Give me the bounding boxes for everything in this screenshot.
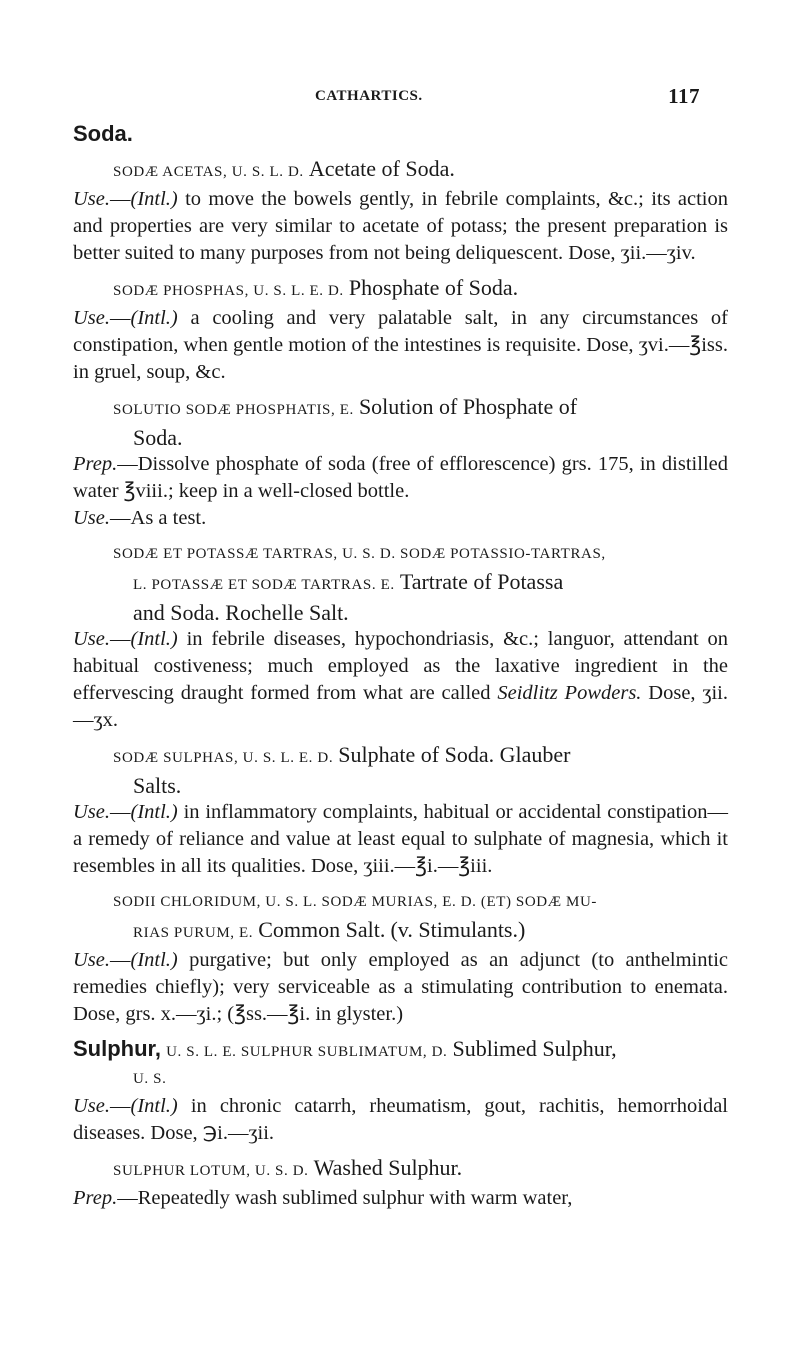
cross-reference: (v. Stimulants.) xyxy=(390,917,526,942)
entry-sodae-acetas xyxy=(73,155,728,267)
use-text: —As a test. xyxy=(110,507,207,529)
english-name: Washed Sulphur. xyxy=(313,1155,463,1180)
entry-sulphur-lotum xyxy=(73,1154,728,1212)
use-paragraph: Use.—(Intl.) purgative; but only employed as an adjunct (to anthelmintic remedies chiefly); very serviceable as a stimulating contribution to enemata. Dose, grs. x.—ʒi.; (℥ss.—℥i. in glyster.) xyxy=(73,949,728,1025)
entry-heading xyxy=(73,274,728,305)
entry-heading-continued xyxy=(73,916,728,947)
use-paragraph: Use.—(Intl.) a cooling and very palatable salt, in any circumstances of constipation, when gentle motion of the intestines is requisite. Dose, ʒvi.—℥iss. in gruel, soup, &c. xyxy=(73,307,728,383)
use-dose: Dose, ʒii.—ʒx. xyxy=(73,682,729,731)
english-name: Common Salt. xyxy=(258,917,386,942)
use-label: Use. xyxy=(73,507,111,529)
headword: Sulphur, xyxy=(73,1036,161,1061)
prep-text: —Repeatedly wash sublimed sulphur with warm water, xyxy=(117,1187,573,1209)
english-name: Acetate of Soda. xyxy=(308,156,455,181)
entry-heading-continued xyxy=(73,568,728,599)
english-name-continued: and Soda. Rochelle Salt. xyxy=(133,600,349,625)
use-label: Use. xyxy=(73,949,111,971)
page-text xyxy=(73,120,728,1212)
use-note: (Intl.) xyxy=(130,307,178,329)
entry-heading xyxy=(73,1035,728,1066)
entry-heading xyxy=(73,155,728,186)
entry-heading xyxy=(73,1154,728,1185)
entry-heading xyxy=(73,887,728,916)
use-paragraph: Use.—(Intl.) in inflammatory complaints, habitual or accidental constipation—a remedy of reliance and value at least equal to sulphate of magnesia, which it resembles in all its qualities. Dose, ʒiii.—℥i.—℥iii. xyxy=(73,801,728,877)
use-text: in febrile diseases, hypochondriasis, &c.; languor, attendant on habitual costiveness; much employed as the laxative ingredient in the effervescing draught formed from what are called xyxy=(73,628,728,704)
use-paragraph: Use.—(Intl.) in chronic catarrh, rheumatism, gout, rachitis, hemorrhoidal diseases. Dose, ℈i.—ʒii. xyxy=(73,1095,728,1144)
use-text: in inflammatory complaints, habitual or accidental constipation—a remedy of reliance and value at least equal to sulphate of magnesia, which it resembles in all its qualities. Dose, ʒiii.—℥i.—℥iii. xyxy=(73,801,728,877)
entry-heading xyxy=(73,393,728,424)
entry-sodii-chloridum xyxy=(73,887,728,1028)
entry-sulphur xyxy=(73,1035,728,1147)
use-paragraph xyxy=(73,505,728,532)
use-note: (Intl.) xyxy=(130,188,178,210)
prep-text: —Dissolve phosphate of soda (free of efflorescence) grs. 175, in distilled water ℥viii.; keep in a well-closed bottle. xyxy=(73,453,728,502)
use-label: Use. xyxy=(73,188,111,210)
english-name: Sublimed Sulphur, xyxy=(452,1036,617,1061)
latin-name-continued: L. POTASSÆ ET SODÆ TARTRAS. E. xyxy=(133,577,395,593)
entry-sodae-et-potassae-tartras xyxy=(73,539,728,734)
page-number: 117 xyxy=(668,84,700,108)
latin-name: SODÆ SULPHAS, U. S. L. E. D. xyxy=(113,750,334,766)
entry-sodae-sulphas xyxy=(73,741,728,880)
entry-sodae-phosphas xyxy=(73,274,728,386)
prep-label: Prep. xyxy=(73,1187,118,1209)
use-text: a cooling and very palatable salt, in any circumstances of constipation, when gentle motion of the intestines is requisite. Dose, ʒvi.—℥iss. in gruel, soup, &c. xyxy=(73,307,728,383)
latin-name-continued: U. S. xyxy=(133,1071,167,1087)
prep-paragraph xyxy=(73,1185,728,1212)
use-text: in chronic catarrh, rheumatism, gout, rachitis, hemorrhoidal diseases. Dose, ℈i.—ʒii. xyxy=(73,1095,728,1144)
running-title: CATHARTICS. xyxy=(315,88,423,104)
use-label: Use. xyxy=(73,801,111,823)
latin-name: SODÆ PHOSPHAS, U. S. L. E. D. xyxy=(113,283,344,299)
use-paragraph: Use.—(Intl.) to move the bowels gently, in febrile complaints, &c.; its action and properties are very similar to acetate of potass; the present preparation is better suited to many purposes from not being deliquescent. Dose, ʒii.—ʒiv. xyxy=(73,188,728,264)
english-name-continued: Soda. xyxy=(133,425,183,450)
entry-heading xyxy=(73,539,728,568)
use-text: to move the bowels gently, in febrile complaints, &c.; its action and properties are very similar to acetate of potass; the present preparation is better suited to many purposes from not being deliquescent. Dose, ʒii.—ʒiv. xyxy=(73,188,728,264)
latin-name: SODII CHLORIDUM, U. S. L. SODÆ MURIAS, E. D. (ET) SODÆ MU- xyxy=(113,894,597,910)
use-label: Use. xyxy=(73,1095,111,1117)
english-name: Sulphate of Soda. Glauber xyxy=(338,742,571,767)
use-note: (Intl.) xyxy=(130,1095,178,1117)
english-name: Phosphate of Soda. xyxy=(348,275,519,300)
latin-name: U. S. L. E. SULPHUR SUBLIMATUM, D. xyxy=(166,1044,448,1060)
prep-label: Prep. xyxy=(73,453,118,475)
latin-name: SODÆ ACETAS, U. S. L. D. xyxy=(113,164,304,180)
section-title: Soda. xyxy=(73,121,133,146)
latin-name-continued: RIAS PURUM, E. xyxy=(133,925,254,941)
use-paragraph: Use.—(Intl.) in febrile diseases, hypochondriasis, &c.; languor, attendant on habitual costiveness; much employed as the laxative ingredient in the effervescing draught formed from what are called Seidlitz Powders. Dose, ʒii.—ʒx. xyxy=(73,628,729,731)
latin-name: SULPHUR LOTUM, U. S. D. xyxy=(113,1163,309,1179)
use-note: (Intl.) xyxy=(130,801,178,823)
english-name-continued: Salts. xyxy=(133,773,182,798)
use-note: (Intl.) xyxy=(130,949,178,971)
prep-paragraph xyxy=(73,451,728,505)
entry-heading xyxy=(73,741,728,772)
seidlitz-powders: Seidlitz Powders. xyxy=(497,682,642,704)
use-note: (Intl.) xyxy=(130,628,178,650)
latin-name: SODÆ ET POTASSÆ TARTRAS, U. S. D. SODÆ POTASSIO-TARTRAS, xyxy=(113,546,606,562)
use-label: Use. xyxy=(73,628,111,650)
use-label: Use. xyxy=(73,307,111,329)
latin-name: SOLUTIO SODÆ PHOSPHATIS, E. xyxy=(113,402,354,418)
entry-solutio-sodae-phosphatis xyxy=(73,393,728,532)
use-text: purgative; but only employed as an adjunct (to anthelmintic remedies chiefly); very serviceable as a stimulating contribution to enemata. Dose, grs. x.—ʒi.; (℥ss.—℥i. in glyster.) xyxy=(73,949,728,1025)
english-name: Solution of Phosphate of xyxy=(358,394,578,419)
english-name: Tartrate of Potassa xyxy=(399,569,564,594)
